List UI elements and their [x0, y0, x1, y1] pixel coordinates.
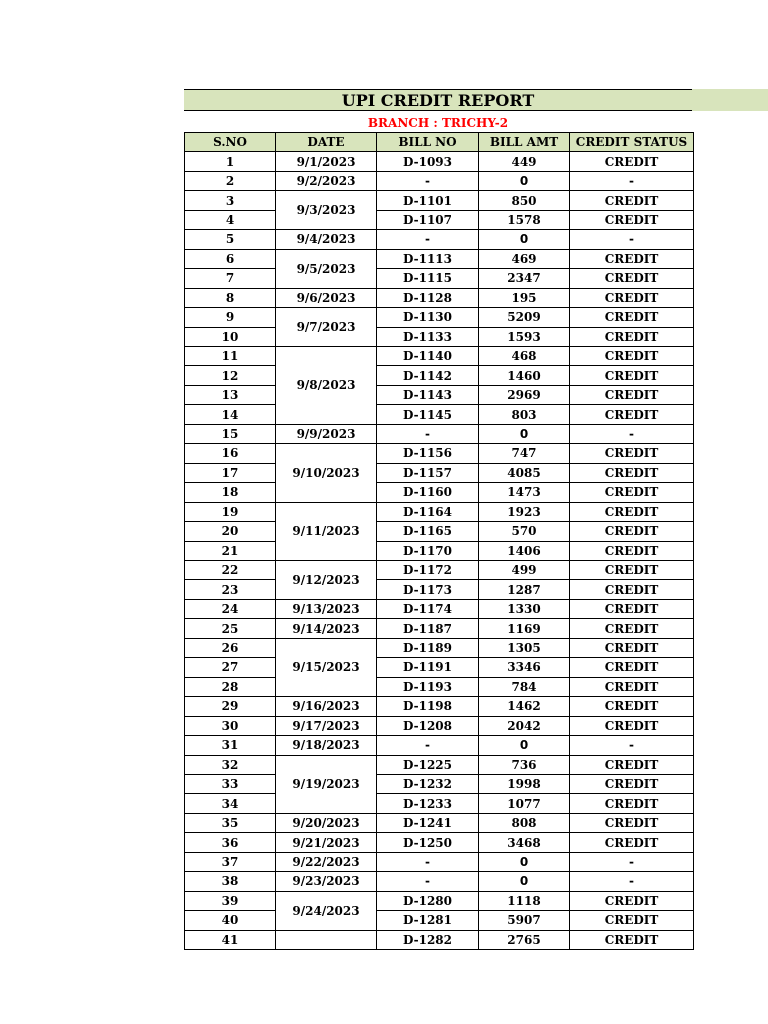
credit-status-cell: CREDIT [570, 891, 694, 910]
bill-no-cell: D-1165 [377, 522, 479, 541]
bill-no-cell: D-1193 [377, 677, 479, 696]
date-cell: 9/10/2023 [276, 444, 377, 502]
credit-status-cell: CREDIT [570, 346, 694, 365]
sno-cell: 24 [185, 599, 276, 618]
date-cell: 9/7/2023 [276, 308, 377, 347]
column-header-sno: S.NO [185, 133, 276, 152]
date-cell: 9/20/2023 [276, 813, 377, 832]
table-row [185, 249, 694, 268]
credit-status-cell: CREDIT [570, 774, 694, 793]
sno-cell: 15 [185, 424, 276, 443]
sno-cell: 31 [185, 736, 276, 755]
bill-amt-cell: 2042 [479, 716, 570, 735]
bill-no-cell: D-1157 [377, 463, 479, 482]
sno-cell: 25 [185, 619, 276, 638]
sno-cell: 2 [185, 171, 276, 190]
bill-no-cell: D-1174 [377, 599, 479, 618]
sno-cell: 41 [185, 930, 276, 949]
date-cell: 9/11/2023 [276, 502, 377, 560]
sno-cell: 19 [185, 502, 276, 521]
bill-amt-cell: 0 [479, 171, 570, 190]
bill-amt-cell: 1593 [479, 327, 570, 346]
credit-status-cell: - [570, 171, 694, 190]
sno-cell: 34 [185, 794, 276, 813]
table-row [185, 638, 694, 657]
bill-amt-cell: 3346 [479, 658, 570, 677]
sno-cell: 35 [185, 813, 276, 832]
bill-amt-cell: 3468 [479, 833, 570, 852]
bill-no-cell: D-1128 [377, 288, 479, 307]
sno-cell: 11 [185, 346, 276, 365]
table-row [185, 269, 694, 288]
table-row [185, 774, 694, 793]
bill-amt-cell: 1473 [479, 483, 570, 502]
sno-cell: 7 [185, 269, 276, 288]
bill-amt-cell: 5907 [479, 911, 570, 930]
bill-no-cell: D-1107 [377, 210, 479, 229]
bill-amt-cell: 0 [479, 852, 570, 871]
table-row [185, 327, 694, 346]
date-cell: 9/3/2023 [276, 191, 377, 230]
bill-no-cell: D-1145 [377, 405, 479, 424]
bill-no-cell: D-1198 [377, 697, 479, 716]
credit-status-cell: CREDIT [570, 405, 694, 424]
table-row [185, 677, 694, 696]
credit-status-cell: CREDIT [570, 385, 694, 404]
credit-status-cell: CREDIT [570, 619, 694, 638]
date-cell: 9/2/2023 [276, 171, 377, 190]
date-cell: 9/24/2023 [276, 891, 377, 930]
bill-no-cell: D-1189 [377, 638, 479, 657]
table-header-row [185, 133, 694, 152]
bill-amt-cell: 2765 [479, 930, 570, 949]
bill-amt-cell: 570 [479, 522, 570, 541]
sno-cell: 12 [185, 366, 276, 385]
table-row [185, 405, 694, 424]
table-row [185, 502, 694, 521]
table-row [185, 599, 694, 618]
bill-amt-cell: 1578 [479, 210, 570, 229]
sno-cell: 32 [185, 755, 276, 774]
bill-no-cell: - [377, 230, 479, 249]
credit-status-cell: CREDIT [570, 541, 694, 560]
bill-no-cell: D-1170 [377, 541, 479, 560]
credit-status-cell: - [570, 230, 694, 249]
credit-status-cell: CREDIT [570, 716, 694, 735]
sno-cell: 14 [185, 405, 276, 424]
bill-no-cell: D-1250 [377, 833, 479, 852]
table-row [185, 171, 694, 190]
bill-no-cell: D-1281 [377, 911, 479, 930]
bill-no-cell: D-1113 [377, 249, 479, 268]
date-cell: 9/21/2023 [276, 833, 377, 852]
date-cell: 9/22/2023 [276, 852, 377, 871]
column-header-bill-amt: BILL AMT [479, 133, 570, 152]
bill-amt-cell: 2969 [479, 385, 570, 404]
bill-no-cell: D-1115 [377, 269, 479, 288]
table-row [185, 444, 694, 463]
sno-cell: 29 [185, 697, 276, 716]
credit-status-cell: CREDIT [570, 463, 694, 482]
bill-no-cell: D-1191 [377, 658, 479, 677]
bill-no-cell: D-1172 [377, 560, 479, 579]
table-row [185, 541, 694, 560]
sno-cell: 27 [185, 658, 276, 677]
credit-status-cell: CREDIT [570, 599, 694, 618]
credit-status-cell: CREDIT [570, 833, 694, 852]
sno-cell: 13 [185, 385, 276, 404]
table-row [185, 483, 694, 502]
table-row [185, 230, 694, 249]
column-header-bill-no: BILL NO [377, 133, 479, 152]
bill-amt-cell: 1462 [479, 697, 570, 716]
credit-status-cell: CREDIT [570, 502, 694, 521]
date-cell: 9/9/2023 [276, 424, 377, 443]
table-row [185, 813, 694, 832]
bill-no-cell: D-1282 [377, 930, 479, 949]
bill-amt-cell: 0 [479, 230, 570, 249]
bill-no-cell: D-1225 [377, 755, 479, 774]
credit-status-cell: CREDIT [570, 911, 694, 930]
bill-no-cell: D-1140 [377, 346, 479, 365]
table-row [185, 755, 694, 774]
bill-amt-cell: 2347 [479, 269, 570, 288]
bill-amt-cell: 803 [479, 405, 570, 424]
credit-status-cell: CREDIT [570, 638, 694, 657]
sno-cell: 10 [185, 327, 276, 346]
sno-cell: 17 [185, 463, 276, 482]
bill-amt-cell: 1460 [479, 366, 570, 385]
sno-cell: 5 [185, 230, 276, 249]
bill-amt-cell: 449 [479, 152, 570, 171]
bill-no-cell: D-1232 [377, 774, 479, 793]
table-row [185, 560, 694, 579]
sno-cell: 26 [185, 638, 276, 657]
bill-no-cell: D-1233 [377, 794, 479, 813]
bill-no-cell: D-1280 [377, 891, 479, 910]
bill-amt-cell: 1330 [479, 599, 570, 618]
bill-amt-cell: 808 [479, 813, 570, 832]
bill-no-cell: D-1143 [377, 385, 479, 404]
sno-cell: 40 [185, 911, 276, 930]
credit-status-cell: CREDIT [570, 522, 694, 541]
bill-amt-cell: 1169 [479, 619, 570, 638]
bill-amt-cell: 747 [479, 444, 570, 463]
sno-cell: 38 [185, 872, 276, 891]
date-cell: 9/8/2023 [276, 346, 377, 424]
table-row [185, 736, 694, 755]
sno-cell: 1 [185, 152, 276, 171]
credit-status-cell: CREDIT [570, 658, 694, 677]
sno-cell: 16 [185, 444, 276, 463]
date-cell: 9/17/2023 [276, 716, 377, 735]
sno-cell: 6 [185, 249, 276, 268]
bill-no-cell: D-1156 [377, 444, 479, 463]
credit-status-cell: CREDIT [570, 483, 694, 502]
bill-amt-cell: 1287 [479, 580, 570, 599]
bill-no-cell: D-1130 [377, 308, 479, 327]
date-cell: 9/1/2023 [276, 152, 377, 171]
report-title: UPI CREDIT REPORT [184, 89, 692, 111]
sno-cell: 22 [185, 560, 276, 579]
bill-no-cell: D-1160 [377, 483, 479, 502]
table-row [185, 872, 694, 891]
bill-no-cell: D-1173 [377, 580, 479, 599]
date-cell: 9/13/2023 [276, 599, 377, 618]
bill-amt-cell: 0 [479, 736, 570, 755]
date-cell [276, 930, 377, 949]
bill-no-cell: - [377, 424, 479, 443]
credit-status-cell: CREDIT [570, 930, 694, 949]
table-row [185, 852, 694, 871]
date-cell: 9/18/2023 [276, 736, 377, 755]
table-row [185, 385, 694, 404]
bill-amt-cell: 784 [479, 677, 570, 696]
credit-status-cell: CREDIT [570, 366, 694, 385]
bill-amt-cell: 469 [479, 249, 570, 268]
bill-amt-cell: 195 [479, 288, 570, 307]
sno-cell: 21 [185, 541, 276, 560]
credit-status-cell: - [570, 424, 694, 443]
table-row [185, 794, 694, 813]
bill-amt-cell: 1118 [479, 891, 570, 910]
table-row [185, 424, 694, 443]
bill-amt-cell: 468 [479, 346, 570, 365]
table-body [185, 152, 694, 950]
credit-status-cell: CREDIT [570, 327, 694, 346]
bill-amt-cell: 850 [479, 191, 570, 210]
bill-amt-cell: 1998 [479, 774, 570, 793]
bill-amt-cell: 499 [479, 560, 570, 579]
date-cell: 9/16/2023 [276, 697, 377, 716]
sno-cell: 28 [185, 677, 276, 696]
column-header-credit-status: CREDIT STATUS [570, 133, 694, 152]
credit-status-cell: - [570, 852, 694, 871]
table-row [185, 152, 694, 171]
table-row [185, 308, 694, 327]
credit-status-cell: CREDIT [570, 697, 694, 716]
sno-cell: 39 [185, 891, 276, 910]
sno-cell: 9 [185, 308, 276, 327]
bill-no-cell: D-1208 [377, 716, 479, 735]
credit-status-cell: CREDIT [570, 269, 694, 288]
table-row [185, 833, 694, 852]
table-row [185, 522, 694, 541]
sno-cell: 20 [185, 522, 276, 541]
bill-amt-cell: 1077 [479, 794, 570, 813]
credit-status-cell: CREDIT [570, 210, 694, 229]
table-row [185, 930, 694, 949]
table-row [185, 288, 694, 307]
credit-status-cell: CREDIT [570, 580, 694, 599]
bill-amt-cell: 1406 [479, 541, 570, 560]
table-row [185, 580, 694, 599]
bill-amt-cell: 1923 [479, 502, 570, 521]
bill-amt-cell: 1305 [479, 638, 570, 657]
credit-status-cell: CREDIT [570, 249, 694, 268]
credit-status-cell: CREDIT [570, 444, 694, 463]
date-cell: 9/4/2023 [276, 230, 377, 249]
bill-amt-cell: 0 [479, 872, 570, 891]
table-row [185, 366, 694, 385]
date-cell: 9/19/2023 [276, 755, 377, 813]
bill-no-cell: - [377, 852, 479, 871]
table-row [185, 716, 694, 735]
branch-label: BRANCH : TRICHY-2 [367, 115, 509, 130]
date-cell: 9/23/2023 [276, 872, 377, 891]
sno-cell: 8 [185, 288, 276, 307]
sno-cell: 33 [185, 774, 276, 793]
credit-status-cell: CREDIT [570, 288, 694, 307]
bill-no-cell: D-1133 [377, 327, 479, 346]
bill-no-cell: - [377, 872, 479, 891]
bill-no-cell: D-1164 [377, 502, 479, 521]
table-row [185, 697, 694, 716]
credit-status-cell: CREDIT [570, 677, 694, 696]
sno-cell: 3 [185, 191, 276, 210]
credit-status-cell: CREDIT [570, 755, 694, 774]
bill-no-cell: D-1241 [377, 813, 479, 832]
bill-amt-cell: 5209 [479, 308, 570, 327]
credit-status-cell: CREDIT [570, 191, 694, 210]
date-cell: 9/14/2023 [276, 619, 377, 638]
table-row [185, 210, 694, 229]
table-row [185, 658, 694, 677]
bill-no-cell: D-1142 [377, 366, 479, 385]
table-row [185, 191, 694, 210]
sno-cell: 23 [185, 580, 276, 599]
credit-status-cell: CREDIT [570, 813, 694, 832]
sno-cell: 37 [185, 852, 276, 871]
credit-status-cell: - [570, 872, 694, 891]
bill-no-cell: D-1093 [377, 152, 479, 171]
credit-status-cell: CREDIT [570, 152, 694, 171]
sno-cell: 18 [185, 483, 276, 502]
bill-no-cell: D-1101 [377, 191, 479, 210]
date-cell: 9/15/2023 [276, 638, 377, 696]
sno-cell: 30 [185, 716, 276, 735]
credit-status-cell: CREDIT [570, 560, 694, 579]
date-cell: 9/5/2023 [276, 249, 377, 288]
credit-status-cell: CREDIT [570, 308, 694, 327]
credit-status-cell: - [570, 736, 694, 755]
date-cell: 9/6/2023 [276, 288, 377, 307]
column-header-date: DATE [276, 133, 377, 152]
date-cell: 9/12/2023 [276, 560, 377, 599]
credit-status-cell: CREDIT [570, 794, 694, 813]
sno-cell: 4 [185, 210, 276, 229]
table-row [185, 891, 694, 910]
bill-no-cell: D-1187 [377, 619, 479, 638]
bill-amt-cell: 0 [479, 424, 570, 443]
title-fill-extension [692, 89, 768, 111]
table-row [185, 911, 694, 930]
sno-cell: 36 [185, 833, 276, 852]
table-row [185, 619, 694, 638]
bill-amt-cell: 736 [479, 755, 570, 774]
bill-no-cell: - [377, 171, 479, 190]
credit-report-table [184, 132, 694, 950]
table-row [185, 463, 694, 482]
bill-no-cell: - [377, 736, 479, 755]
table-row [185, 346, 694, 365]
bill-amt-cell: 4085 [479, 463, 570, 482]
